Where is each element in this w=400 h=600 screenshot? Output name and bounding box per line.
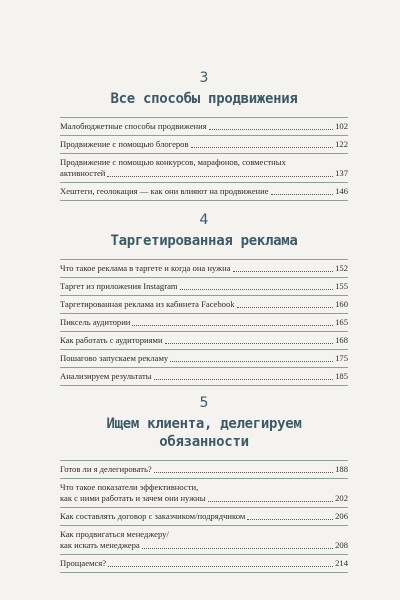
dot-leader (209, 129, 333, 130)
toc-entry-page-number: 165 (335, 317, 348, 327)
chapter-number: 5 (199, 395, 209, 411)
toc-entry-page-number: 160 (335, 299, 348, 309)
toc-entry-line: как искать менеджера (60, 540, 140, 550)
toc-entry-page-number: 202 (335, 493, 348, 503)
toc-entry-line: Прощаемся? (60, 558, 107, 568)
toc-entry[interactable] (60, 368, 348, 386)
toc-entry[interactable] (60, 117, 348, 136)
toc-entry[interactable] (60, 508, 348, 526)
toc-entry[interactable] (60, 479, 348, 508)
toc-entry-title (60, 263, 330, 274)
toc-entry-line: Как продвигаться менеджеру/ (60, 529, 169, 539)
dot-leader (170, 361, 333, 362)
toc-entry-page-number: 185 (335, 371, 348, 381)
toc-entry-line: Малобюджетные способы продвижения (60, 121, 207, 131)
toc-entry[interactable] (60, 154, 348, 183)
toc-entry-line: Продвижение с помощью конкурсов, марафонов, совместных (60, 157, 286, 167)
dot-leader (191, 147, 334, 148)
dot-leader (208, 501, 334, 502)
toc-entry[interactable] (60, 296, 348, 314)
toc-entry-title (60, 317, 330, 328)
toc-entry-line: Таргет из приложения Instagram (60, 281, 178, 291)
dot-leader (142, 548, 333, 549)
chapter-title: Все способы продвижения (110, 91, 298, 107)
toc-entry[interactable] (60, 460, 348, 479)
toc-entry-line: Что такое показатели эффективности, (60, 482, 199, 492)
dot-leader (247, 519, 333, 520)
toc-entry-page-number: 152 (335, 263, 348, 273)
chapter-number: 4 (199, 212, 209, 228)
toc-entry-title (60, 464, 330, 475)
toc-entry-title (60, 281, 330, 292)
chapter-entry-list (60, 259, 348, 386)
dot-leader (154, 472, 333, 473)
toc-entry-page-number: 206 (335, 511, 348, 521)
chapter-section (60, 70, 348, 201)
toc-entry-page-number: 146 (335, 186, 348, 196)
toc-entry-title (60, 299, 330, 310)
toc-entry[interactable] (60, 350, 348, 368)
toc-entry-line: Анализируем результаты (60, 371, 152, 381)
toc-entry-page-number: 122 (335, 139, 348, 149)
toc-entry[interactable] (60, 278, 348, 296)
chapter-section (60, 212, 348, 386)
dot-leader (132, 325, 333, 326)
toc-entry-line: Продвижение с помощью блогеров (60, 139, 189, 149)
toc-entry-title (60, 511, 330, 522)
toc-entry[interactable] (60, 555, 348, 573)
toc-entry-page-number: 168 (335, 335, 348, 345)
dot-leader (271, 194, 334, 195)
toc-entry-title (60, 121, 330, 132)
toc-entry[interactable] (60, 332, 348, 350)
chapter-title: Ищем клиента, делегируем обязанности (106, 416, 302, 450)
toc-entry-line: Таргетированная реклама из кабинета Facebook (60, 299, 235, 309)
dot-leader (165, 343, 334, 344)
chapter-entry-list (60, 460, 348, 573)
dot-leader (154, 379, 334, 380)
toc-entry[interactable] (60, 259, 348, 278)
dot-leader (108, 566, 333, 567)
chapter-title: Таргетированная реклама (110, 233, 298, 249)
toc-entry[interactable] (60, 136, 348, 154)
toc-entry-page-number: 214 (335, 558, 348, 568)
dot-leader (107, 176, 333, 177)
dot-leader (180, 289, 334, 290)
toc-entry-title (60, 353, 330, 364)
chapter-section (60, 395, 348, 573)
toc-entry[interactable] (60, 314, 348, 332)
toc-entry-line: Пошагово запускаем рекламу (60, 353, 169, 363)
dot-leader (237, 307, 334, 308)
toc-entry-title (60, 335, 330, 346)
toc-entry-page-number: 137 (335, 168, 348, 178)
dot-leader (233, 271, 334, 272)
toc-entry-line: Как составлять договор с заказчиком/подрядчиком (60, 511, 246, 521)
toc-entry-page-number: 175 (335, 353, 348, 363)
toc-entry-line: активностей (60, 168, 106, 178)
toc-entry[interactable] (60, 526, 348, 555)
chapter-number: 3 (199, 70, 209, 86)
toc-entry-line: Готов ли я делегировать? (60, 464, 152, 474)
toc-entry-title (60, 186, 330, 197)
toc-entry-line: Что такое реклама в таргете и когда она нужна (60, 263, 231, 273)
toc-entry-title (60, 558, 330, 569)
toc-entry-line: как с ними работать и зачем они нужны (60, 493, 206, 503)
toc-entry-title (60, 139, 330, 150)
toc-entry-line: Хештеги, геолокация — как они влияют на продвижение (60, 186, 269, 196)
toc-entry-line: Как работать с аудиториями (60, 335, 163, 345)
toc-entry-page-number: 155 (335, 281, 348, 291)
toc-entry[interactable] (60, 183, 348, 201)
toc-entry-line: Пиксель аудитории (60, 317, 131, 327)
toc-entry-title (60, 371, 330, 382)
chapter-entry-list (60, 117, 348, 201)
toc-entry-page-number: 188 (335, 464, 348, 474)
toc-entry-page-number: 208 (335, 540, 348, 550)
toc-entry-page-number: 102 (335, 121, 348, 131)
